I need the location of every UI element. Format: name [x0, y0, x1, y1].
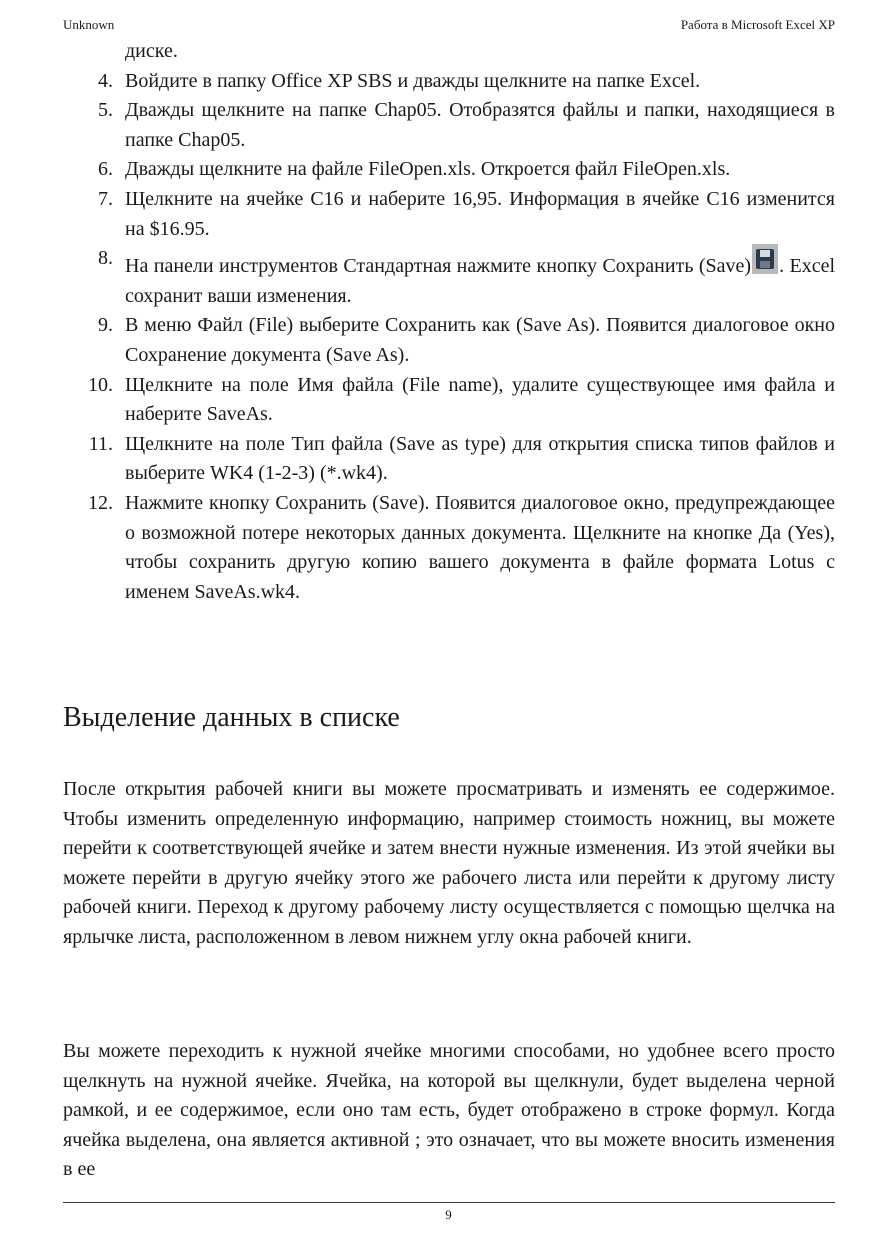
list-item	[63, 371, 835, 430]
paragraph: После открытия рабочей книги вы можете просматривать и изменять ее содержимое. Чтобы изменить определенную информацию, например стоимость ножниц, вы можете перейти к соответствующей ячейке и затем внести нужные изменения. Из этой ячейки вы можете перейти в другую ячейку этого же рабочего листа или перейти к другому листу рабочей книги. Переход к другому рабочему листу осуществляется с помощью щелчка на ярлычке листа, расположенном в левом нижнем углу окна рабочей книги.	[63, 778, 835, 948]
list-text: Дважды щелкните на файле FileOpen.xls. Откроется файл FileOpen.xls.	[125, 158, 731, 181]
list-text: Щелкните на поле Тип файла (Save as type) для открытия списка типов файлов и выберите WK4 (1-2-3) (*.wk4).	[125, 432, 835, 485]
list-number: 10.	[88, 373, 113, 396]
list-text: В меню Файл (File) выберите Сохранить как (Save As). Появится диалоговое окно Сохранение документа (Save As).	[125, 314, 835, 366]
list-item	[63, 96, 835, 155]
numbered-list	[63, 37, 835, 607]
list-text: Нажмите кнопку Сохранить (Save). Появится диалоговое окно, предупреждающее о возможной потере некоторых данных документа. Щелкните на кнопке Да (Yes), чтобы сохранить другую копию вашего документа в файле формата Lotus с именем SaveAs.wk4.	[125, 491, 835, 603]
header-right: Работа в Microsoft Excel XP	[680, 17, 835, 32]
header-left: Unknown	[63, 17, 115, 32]
list-item	[63, 489, 835, 607]
page-number: 9	[445, 1207, 452, 1222]
list-number: 7.	[98, 187, 113, 210]
list-item	[63, 67, 835, 97]
footer-rule	[63, 1202, 835, 1203]
list-text: Дважды щелкните на папке Chap05. Отобразятся файлы и папки, находящиеся в папке Chap05.	[125, 99, 835, 151]
list-text: На панели инструментов Стандартная нажмите кнопку Сохранить (Save)	[125, 255, 752, 278]
list-number: 12.	[88, 491, 113, 514]
list-number: 11.	[88, 432, 113, 455]
list-item	[63, 430, 835, 489]
list-text: Щелкните на ячейке C16 и наберите 16,95. Информация в ячейке C16 изменится на $16.95.	[125, 187, 835, 240]
list-item	[63, 244, 835, 311]
save-floppy-icon	[752, 244, 778, 274]
list-number: 8.	[98, 247, 113, 270]
list-number: 6.	[98, 158, 113, 181]
list-item	[63, 155, 835, 185]
list-continuation: диске.	[125, 40, 178, 62]
list-number: 5.	[98, 99, 113, 122]
list-text: Войдите в папку Office XP SBS и дважды щелкните на папке Excel.	[125, 69, 701, 92]
paragraph: Вы можете переходить к нужной ячейке многими способами, но удобнее всего просто щелкнуть на нужной ячейке. Ячейка, на которой вы щелкнули, будет выделена черной рамкой, и ее содержимое, если оно там есть, будет отображено в строке формул. Когда ячейка выделена, она является активной ; это означает, что вы можете вносить изменения в ее	[63, 1040, 835, 1181]
list-item	[63, 185, 835, 244]
list-text: . Excel сохранит ваши изменения.	[125, 255, 836, 307]
list-text: Щелкните на поле Имя файла (File name), удалите существующее имя файла и наберите SaveAs.	[125, 373, 835, 426]
list-item	[63, 311, 835, 370]
list-number: 4.	[98, 69, 113, 92]
list-number: 9.	[98, 314, 113, 337]
section-title: Выделение данных в списке	[63, 702, 400, 733]
